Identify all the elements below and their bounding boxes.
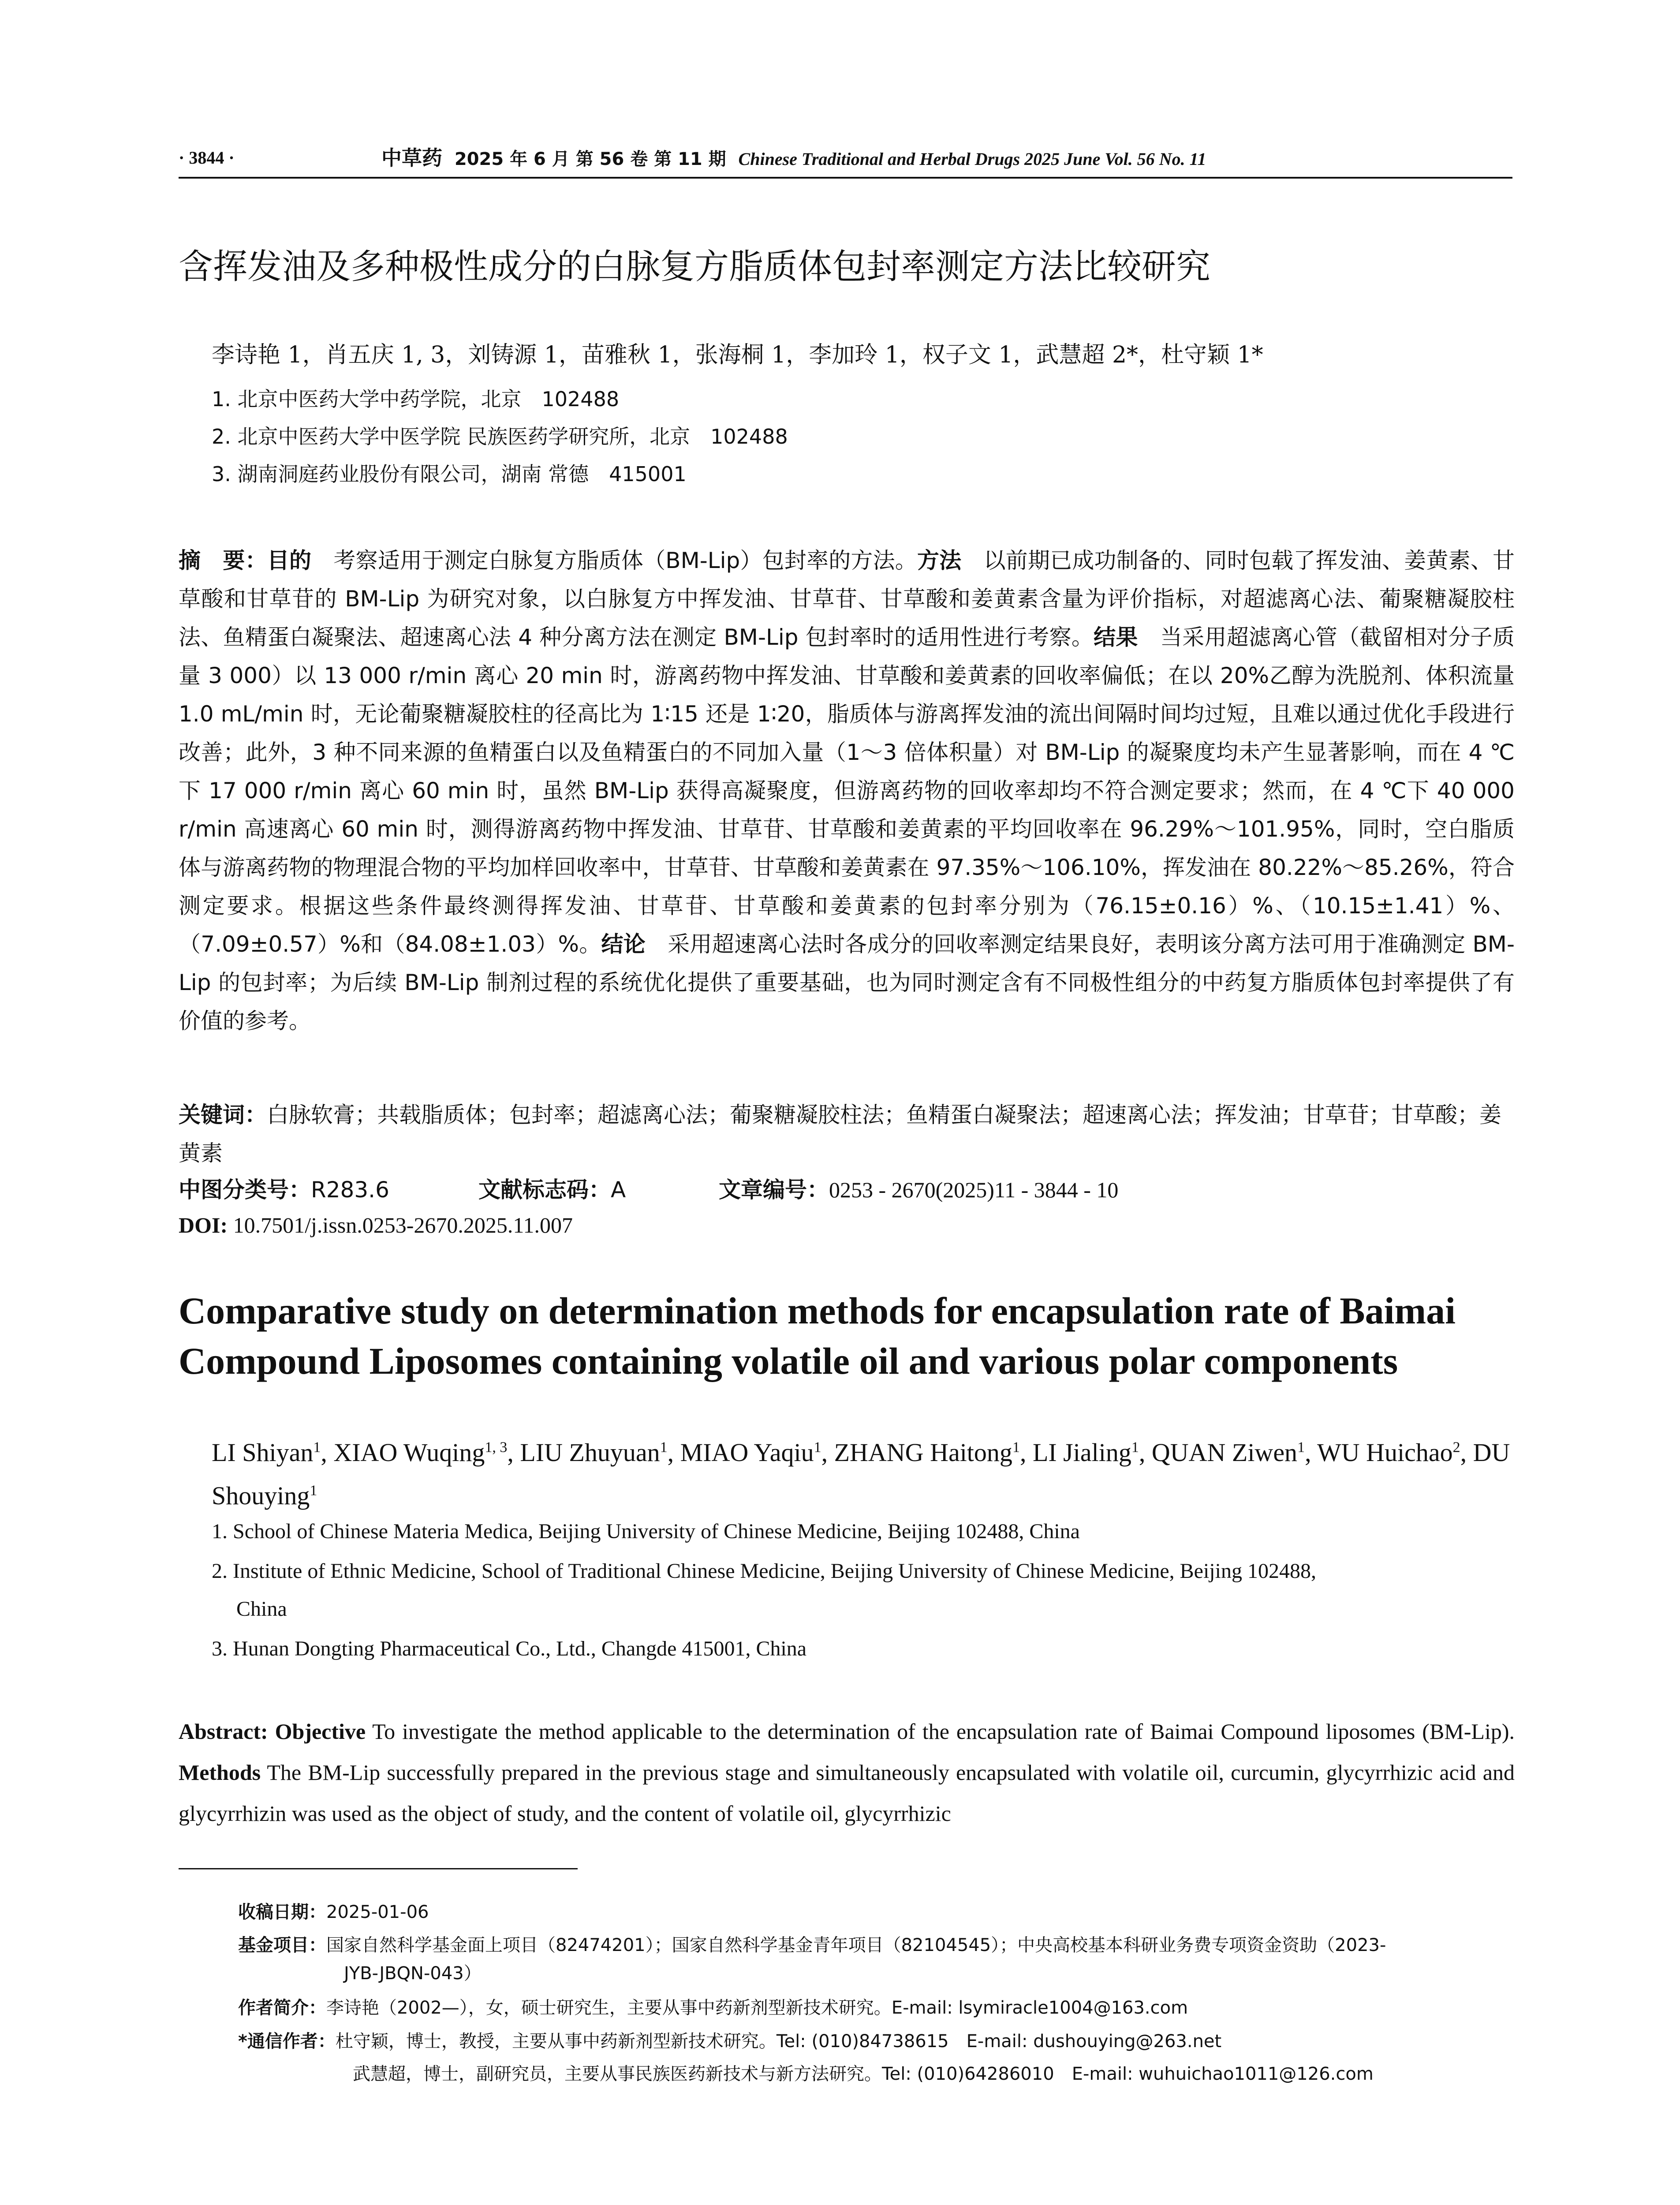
affiliation-en-2: 2. Institute of Ethnic Medicine, School of Traditional Chinese Medicine, Beijing University of Chinese Medicine, Beijing 102488, [212,1559,1316,1583]
author-en-2: XIAO Wuqing$^{1, 3}$ [333,1438,508,1467]
classification-row [179,1172,1515,1207]
methods-label-zh: 方法 [917,548,962,573]
journal-name-en: Chinese Traditional and Herbal Drugs 2025 June Vol. 56 No. 11 [738,149,1206,169]
author-en-5: ZHANG Haitong$^1$ [834,1438,1020,1467]
journal-line [381,145,1206,172]
issue-zh: 2025 年 6 月 第 56 卷 第 11 期 [454,149,726,169]
fund-text: 国家自然科学基金面上项目（82474201）；国家自然科学基金青年项目（82104545）；中央高校基本科研业务费专项资金资助（2023- [326,1935,1386,1955]
journal-name-zh: 中草药 [381,146,442,170]
header-rule [179,177,1512,179]
author-en-4: MIAO Yaqiu$^1$ [680,1438,821,1467]
author-en-1: LI Shiyan$^1$ [212,1438,321,1467]
objective-label-en: Objective [275,1719,366,1744]
author-en-8: WU Huichao$^2$ [1317,1438,1460,1467]
abstract-zh [179,542,1515,1040]
keywords-text: 白脉软膏；共载脂质体；包封率；超滤离心法；葡聚糖凝胶柱法；鱼精蛋白凝聚法；超速离心法；挥发油；甘草苷；甘草酸；姜黄素 [179,1102,1501,1166]
doi-line [179,1207,573,1243]
received-date: 2025-01-06 [326,1902,429,1922]
abstract-en [179,1711,1515,1834]
received-label: 收稿日期： [238,1902,326,1922]
author-en-3: LIU Zhuyuan$^1$ [520,1438,668,1467]
footnote-fund-cont [238,1960,1517,1987]
fund-label: 基金项目： [238,1935,326,1955]
corr-author-2: 武慧超，博士，副研究员，主要从事民族医药新技术与新方法研究。Tel: (010)64286010 E-mail: wuhuichao1011@126.com [353,2064,1374,2084]
corr-label: *通信作者： [238,2031,336,2052]
footnote-corr-1 [238,2028,1517,2055]
author-label: 作者简介： [238,1998,326,2018]
fund-text-cont: JYB-JBQN-043） [344,1963,482,1984]
results-zh: 当采用超滤离心管（截留相对分子质量 3 000）以 13 000 r/min 离心 20 min 时，游离药物中挥发油、甘草酸和姜黄素的回收率偏低；在以 20%乙醇为洗脱剂、体积流量 1.0 mL/min 时，无论葡聚糖凝胶柱的径高比为 1∶15 还是 1∶20，脂质体与游离挥发油的流出间隔时间均过短，且难以通过优化手段进行改善；此外，3 种不同来源的鱼精蛋白以及鱼精蛋白的不同加入量（1～3 倍体积量）对 BM-Lip 的凝聚度均未产生显著影响，而在 4 ℃下 17 000 r/min 离心 60 min 时，虽然 BM-Lip 获得高凝聚度，但游离药物的回收率却均不符合测定要求；然而，在 4 ℃下 40 000 r/min 高速离心 60 min 时，测得游离药物中挥发油、甘草苷、甘草酸和姜黄素的平均回收率在 96.29%～101.95%，同时，空白脂质体与游离药物的物理混合物的平均加样回收率中，甘草苷、甘草酸和姜黄素在 97.35%～106.10%，挥发油在 80.22%～85.26%，符合测定要求。根据这些条件最终测得挥发油、甘草苷、甘草酸和姜黄素的包封率分别为（76.15±0.16）%、（10.15±1.41）%、（7.09±0.57）%和（84.08±1.03）%。 [179,624,1515,957]
author-en-6: LI Jialing$^1$ [1032,1438,1139,1467]
running-header [179,145,1512,171]
author-en-9: DU Shouying$^1$ [212,1438,1510,1510]
article-label: 文章编号： [719,1177,829,1203]
authors-en: LI Shiyan$^1$, XIAO Wuqing$^{1, 3}$, LIU Zhuyuan$^1$, MIAO Yaqiu$^1$, ZHANG Haitong$^1$, LI Jialing$^1$, QUAN Ziwen$^1$, WU Huichao$^2$, DU Shouying$^1$ [212,1438,1510,1510]
abstract-zh-label: 摘 要： [179,548,267,573]
authors-zh: 李诗艳 1，肖五庆 1, 3，刘铸源 1，苗雅秋 1，张海桐 1，李加玲 1，权子文 1，武慧超 2*，杜守颖 1* [212,342,1263,368]
footnote-received [238,1899,1517,1926]
clc-code [179,1172,389,1207]
affiliation-en-3: 3. Hunan Dongting Pharmaceutical Co., Ltd., Changde 415001, China [212,1637,807,1660]
doc-code [478,1172,626,1207]
author-en-7: QUAN Ziwen$^1$ [1151,1438,1305,1467]
footnote-rule [179,1868,578,1869]
doi-link[interactable]: 10.7501/j.issn.0253-2670.2025.11.007 [233,1213,573,1237]
conclusion-zh: 采用超速离心法时各成分的回收率测定结果良好，表明该分离方法可用于准确测定 BM-Lip 的包封率；为后续 BM-Lip 制剂过程的系统优化提供了重要基础，也为同时测定含有不同极性组分的中药复方脂质体包封率提供了有价值的参考。 [179,931,1515,1034]
page-number: · 3844 · [179,148,235,168]
article-number [719,1172,1118,1207]
article-value: 0253 - 2670(2025)11 - 3844 - 10 [829,1177,1119,1202]
author-bio: 李诗艳（2002—），女，硕士研究生，主要从事中药新剂型新技术研究。E-mail: lsymiracle1004@163.com [326,1998,1188,2018]
footnote-fund [238,1932,1517,1959]
footnote-author [238,1994,1517,2022]
doc-value: A [611,1177,626,1203]
title-en: Comparative study on determination methods for encapsulation rate of Baimai Compound Liposomes containing volatile oil and various polar components [179,1289,1456,1382]
doc-label: 文献标志码： [478,1177,611,1203]
affiliation-en-2-country: China [236,1597,287,1621]
corr-author-1: 杜守颖，博士，教授，主要从事中药新剂型新技术研究。Tel: (010)84738615 E-mail: dushouying@263.net [335,2031,1222,2052]
objective-zh: 考察适用于测定白脉复方脂质体（BM-Lip）包封率的方法。 [311,548,917,573]
methods-zh: 以前期已成功制备的、同时包载了挥发油、姜黄素、甘草酸和甘草苷的 BM-Lip 为研究对象，以白脉复方中挥发油、甘草苷、甘草酸和姜黄素含量为评价指标，对超滤离心法、葡聚糖凝胶柱法、鱼精蛋白凝聚法、超速离心法 4 种分离方法在测定 BM-Lip 包封率时的适用性进行考察。 [179,548,1515,650]
affiliation-en-2-cont [212,1590,1515,1628]
title-zh: 含挥发油及多种极性成分的白脉复方脂质体包封率测定方法比较研究 [179,247,1211,287]
methods-label-en: Methods [179,1760,261,1785]
keywords-label: 关键词： [179,1102,267,1128]
affiliation-zh-3: 3. 湖南洞庭药业股份有限公司，湖南 常德 415001 [212,462,687,486]
doi-label: DOI: [179,1213,228,1237]
methods-en: The BM-Lip successfully prepared in the previous stage and simultaneously encapsulated with volatile oil, curcumin, glycyrrhizic acid and glycyrrhizin was used as the object of study, and the content of volatile oil, glycyrrhizic [179,1760,1515,1826]
footnote-corr-2 [238,2060,1517,2088]
affiliation-en-1: 1. School of Chinese Materia Medica, Beijing University of Chinese Medicine, Beijing 102488, China [212,1520,1080,1543]
conclusion-label-zh: 结论 [601,931,646,957]
clc-value: R283.6 [311,1177,389,1203]
clc-label: 中图分类号： [179,1177,311,1203]
keywords-zh [179,1096,1515,1173]
objective-label-zh: 目的 [267,548,312,573]
affiliation-zh-2: 2. 北京中医药大学中医学院 民族医药学研究所，北京 102488 [212,425,788,448]
affiliation-zh-1: 1. 北京中医药大学中药学院，北京 102488 [212,387,620,411]
results-label-zh: 结果 [1094,624,1138,650]
objective-en: To investigate the method applicable to the determination of the encapsulation rate of Baimai Compound liposomes (BM-Lip). [366,1719,1515,1744]
abstract-en-label: Abstract: [179,1719,268,1744]
